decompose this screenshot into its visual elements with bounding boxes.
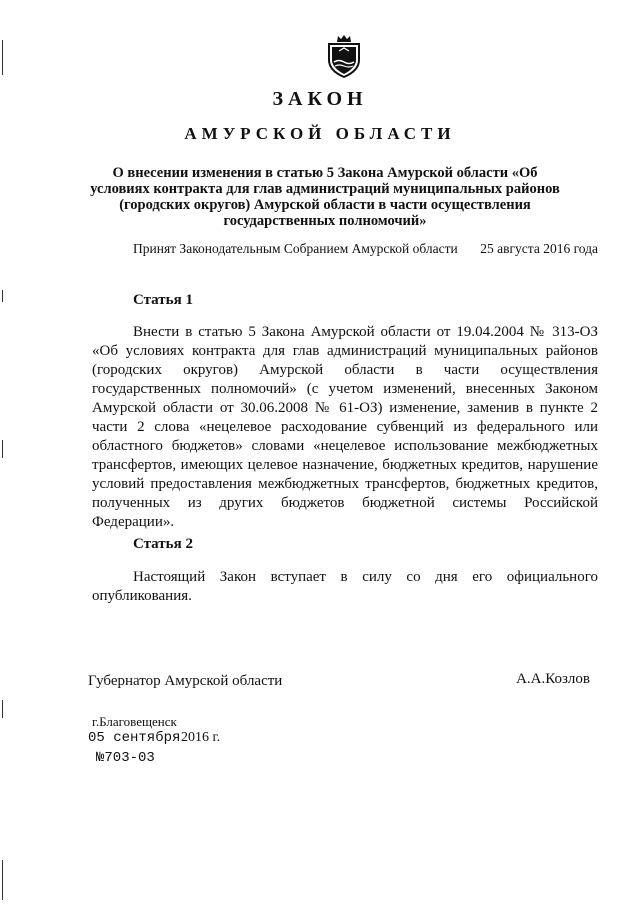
law-number: №703-03 — [96, 750, 155, 766]
amur-region-coat-of-arms-icon — [325, 34, 363, 78]
left-edge-mark — [2, 40, 3, 75]
law-name: О внесении изменения в статью 5 Закона Амурской области «Об условиях контракта для глав администраций муниципальных районов (городских округов) Амурской области в части осуществления государственных полномочий» — [90, 165, 560, 229]
left-edge-mark — [2, 290, 3, 302]
signing-date: 05 сентября — [88, 730, 181, 746]
article-2-text: Настоящий Закон вступает в силу со дня его официального опубликования. — [92, 569, 598, 604]
signatory-position: Губернатор Амурской области — [88, 673, 283, 689]
signatory-name: А.А.Козлов — [516, 671, 590, 687]
document-title: ЗАКОН — [272, 88, 368, 110]
adopted-date: 25 августа 2016 года — [480, 241, 598, 256]
left-edge-mark — [2, 700, 3, 718]
document-subtitle: АМУРСКОЙ ОБЛАСТИ — [184, 124, 456, 143]
left-edge-mark — [2, 440, 3, 458]
article-1-text: Внести в статью 5 Закона Амурской области от 19.04.2004 № 313-ОЗ «Об условиях контракта для глав администраций муниципальных районов (городских округов) Амурской области в части осуществления государственных полномочий» (с учетом изменений, внесенных Законом Амурской области от 30.06.2008 № 61-ОЗ) изменение, заменив в пункте 2 части 2 слова «нецелевое расходование субвенций из федерального или областного бюджетов» словами «нецелевое использование межбюджетных трансфертов, имеющих целевое назначение, бюджетных кредитов, нарушение условий предоставления межбюджетных трансфертов, бюджетных кредитов, полученных из других бюджетов бюджетной системы Российской Федерации». — [92, 324, 598, 530]
left-edge-mark — [2, 860, 3, 900]
signing-year: 2016 г. — [181, 730, 221, 745]
adopted-statement: Принят Законодательным Собранием Амурской области — [133, 241, 458, 256]
article-1-heading: Статья 1 — [133, 292, 193, 308]
article-2-heading: Статья 2 — [133, 536, 193, 552]
place-of-signing: г.Благовещенск — [92, 714, 177, 729]
